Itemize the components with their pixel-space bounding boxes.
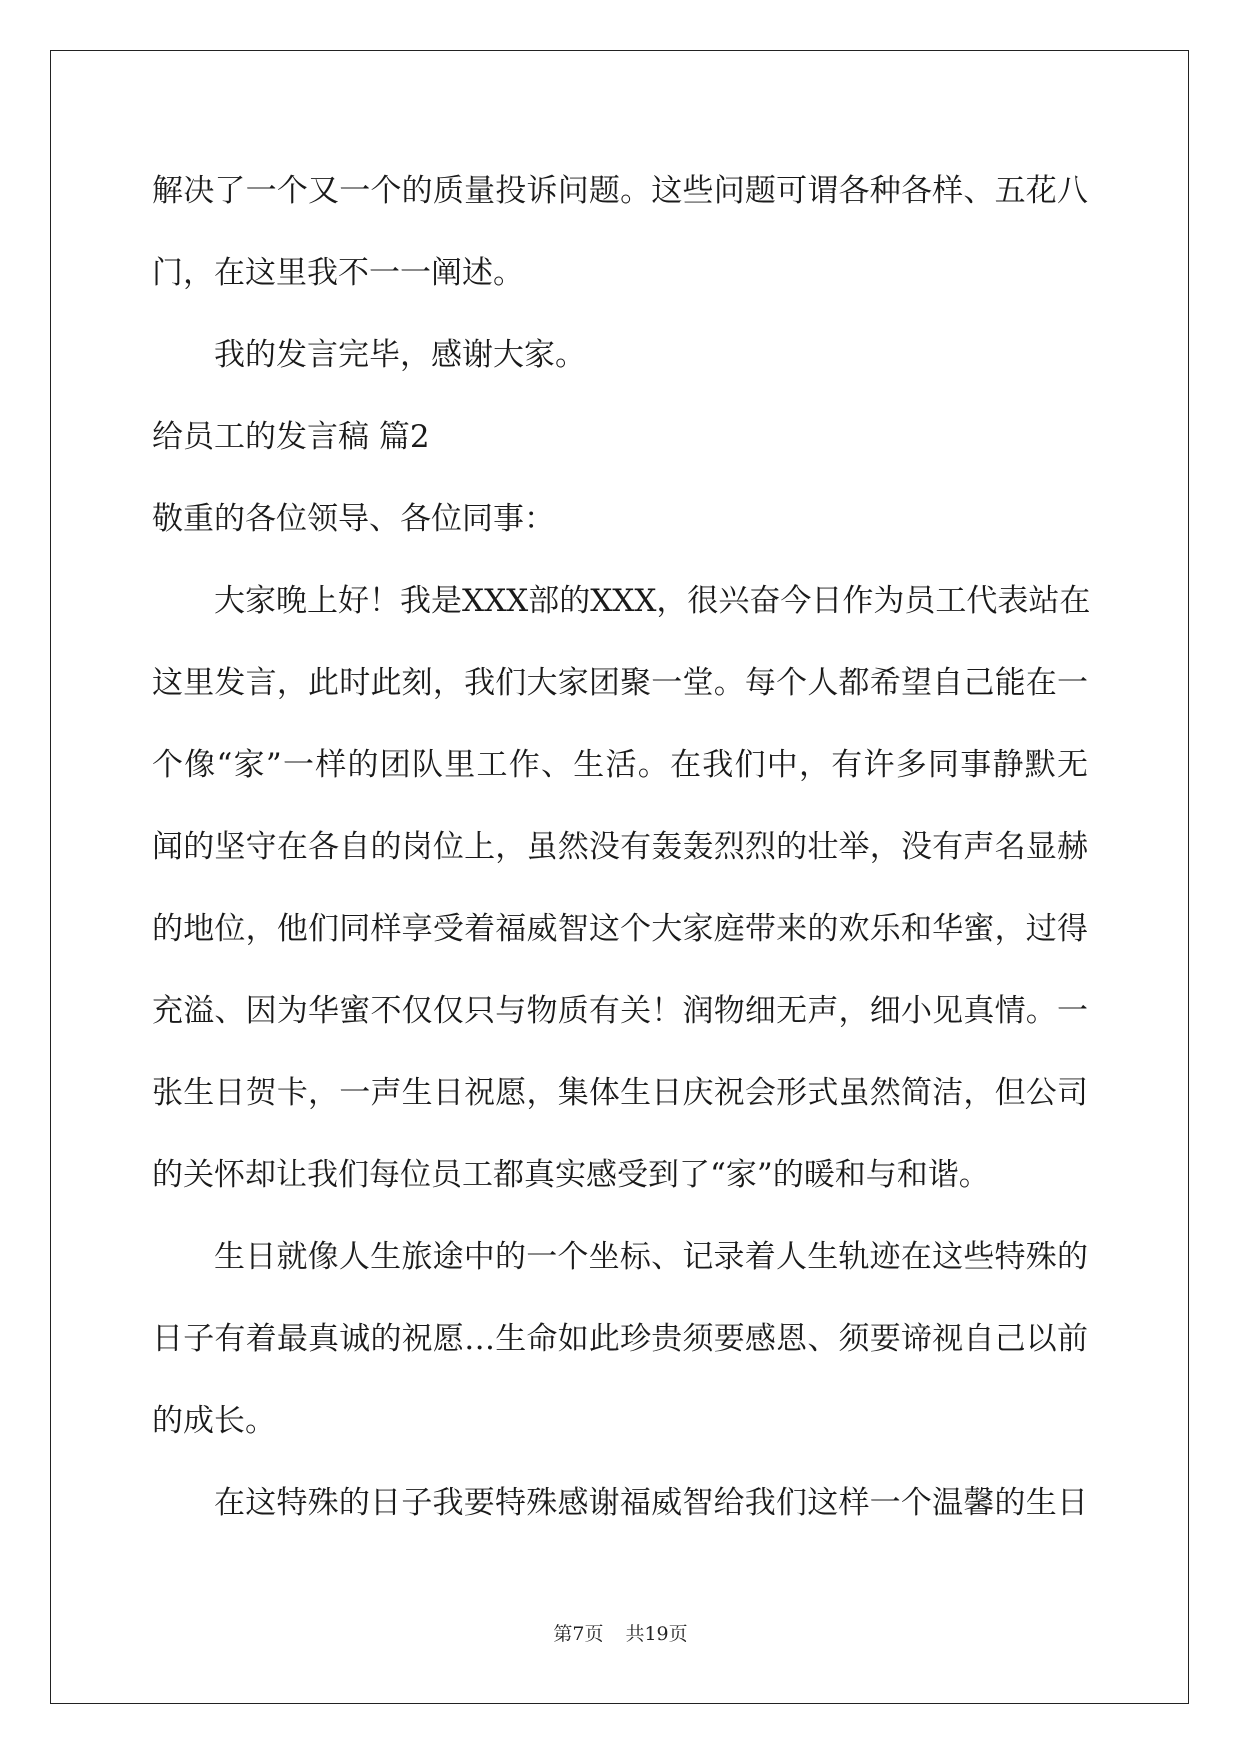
section-heading: 给员工的发言稿 篇2 (152, 419, 430, 455)
text-line: 日子有着最真诚的祝愿…生命如此珍贵须要感恩、须要谛视自己以前 (152, 1321, 1088, 1357)
text-line: 解决了一个又一个的质量投诉问题。这些问题可谓各种各样、五花八 (152, 173, 1088, 209)
page-number: 第7页 (553, 1623, 604, 1645)
page-total: 共19页 (625, 1623, 688, 1645)
text-line: 的关怀却让我们每位员工都真实感受到了“家”的暖和与和谐。 (152, 1157, 990, 1193)
text-line: 充溢、因为华蜜不仅仅只与物质有关！润物细无声，细小见真情。一 (152, 993, 1088, 1029)
text-line: 闻的坚守在各自的岗位上，虽然没有轰轰烈烈的壮举，没有声名显赫 (152, 829, 1088, 865)
document-body (152, 163, 1091, 1557)
text-line: 的成长。 (152, 1403, 276, 1439)
text-line: 个像“家”一样的团队里工作、生活。在我们中，有许多同事静默无 (152, 747, 1088, 783)
text-line: 张生日贺卡，一声生日祝愿，集体生日庆祝会形式虽然简洁，但公司 (152, 1075, 1088, 1111)
page-footer (0, 1622, 1241, 1646)
text-line: 在这特殊的日子我要特殊感谢福威智给我们这样一个温馨的生日 (214, 1485, 1088, 1521)
text-line: 门，在这里我不一一阐述。 (152, 255, 524, 291)
text-line: 大家晚上好！我是XXX部的XXX，很兴奋今日作为员工代表站在 (214, 583, 1091, 619)
salutation: 敬重的各位领导、各位同事： (152, 501, 555, 537)
text-line: 我的发言完毕，感谢大家。 (214, 337, 586, 373)
text-line: 的地位，他们同样享受着福威智这个大家庭带来的欢乐和华蜜，过得 (152, 911, 1088, 947)
text-line: 这里发言，此时此刻，我们大家团聚一堂。每个人都希望自己能在一 (152, 665, 1088, 701)
text-line: 生日就像人生旅途中的一个坐标、记录着人生轨迹在这些特殊的 (214, 1239, 1088, 1275)
